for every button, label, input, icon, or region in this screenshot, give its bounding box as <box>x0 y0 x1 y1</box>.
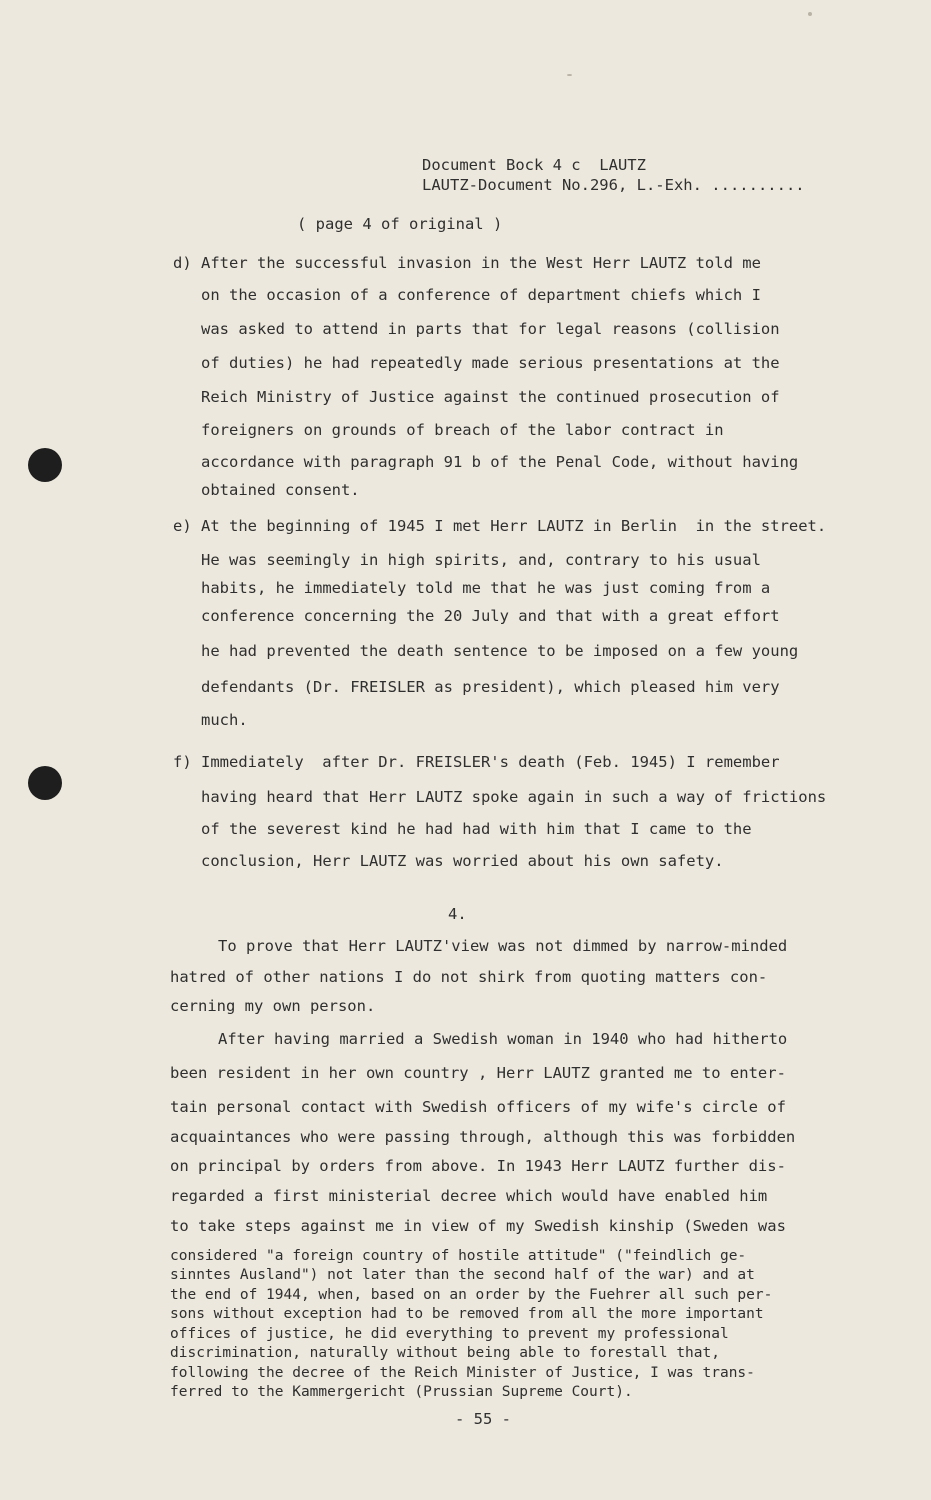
text-line: of the severest kind he had had with him that I came to the <box>201 820 752 838</box>
text-line: considered "a foreign country of hostile attitude" ("feindlich ge- <box>170 1248 747 1264</box>
text-line: To prove that Herr LAUTZ'view was not dimmed by narrow-minded <box>218 937 788 955</box>
page-number: - 55 - <box>455 1410 511 1428</box>
text-line: was asked to attend in parts that for legal reasons (collision <box>201 320 780 338</box>
text-line: obtained consent. <box>201 481 360 499</box>
text-line: ferred to the Kammergericht (Prussian Supreme Court). <box>170 1384 633 1400</box>
text-line: e) At the beginning of 1945 I met Herr LAUTZ in Berlin in the street. <box>173 517 827 535</box>
text-line: conclusion, Herr LAUTZ was worried about his own safety. <box>201 852 724 870</box>
text-line: habits, he immediately told me that he was just coming from a <box>201 579 771 597</box>
text-line: defendants (Dr. FREISLER as president), which pleased him very <box>201 678 780 696</box>
text-line: conference concerning the 20 July and that with a great effort <box>201 607 780 625</box>
text-line: d) After the successful invasion in the West Herr LAUTZ told me <box>173 254 761 272</box>
text-line: sinntes Ausland") not later than the second half of the war) and at <box>170 1267 755 1283</box>
text-line: offices of justice, he did everything to prevent my professional <box>170 1326 729 1342</box>
punch-hole <box>28 448 62 482</box>
header-line-2: LAUTZ-Document No.296, L.-Exh. .......... <box>422 176 805 194</box>
text-line: discrimination, naturally without being able to forestall that, <box>170 1345 720 1361</box>
text-line: He was seemingly in high spirits, and, contrary to his usual <box>201 551 761 569</box>
paper-speck <box>808 12 812 16</box>
text-line: sons without exception had to be removed from all the more important <box>170 1306 764 1322</box>
text-line: he had prevented the death sentence to be imposed on a few young <box>201 642 799 660</box>
header-line-1: Document Bock 4 c LAUTZ <box>422 156 646 174</box>
page-reference: ( page 4 of original ) <box>297 215 503 233</box>
text-line: to take steps against me in view of my Swedish kinship (Sweden was <box>170 1217 786 1235</box>
section-number: 4. <box>448 905 467 923</box>
text-line: hatred of other nations I do not shirk from quoting matters con- <box>170 968 768 986</box>
text-line: on the occasion of a conference of department chiefs which I <box>201 286 761 304</box>
text-line: been resident in her own country , Herr LAUTZ granted me to enter- <box>170 1064 786 1082</box>
punch-hole <box>28 766 62 800</box>
text-line: Reich Ministry of Justice against the continued prosecution of <box>201 388 780 406</box>
text-line: much. <box>201 711 248 729</box>
text-line: f) Immediately after Dr. FREISLER's death (Feb. 1945) I remember <box>173 753 780 771</box>
text-line: foreigners on grounds of breach of the labor contract in <box>201 421 724 439</box>
text-line: accordance with paragraph 91 b of the Penal Code, without having <box>201 453 799 471</box>
text-line: on principal by orders from above. In 1943 Herr LAUTZ further dis- <box>170 1157 786 1175</box>
text-line: After having married a Swedish woman in 1940 who had hitherto <box>218 1030 788 1048</box>
text-line: of duties) he had repeatedly made serious presentations at the <box>201 354 780 372</box>
paper-speck <box>567 74 572 76</box>
text-line: having heard that Herr LAUTZ spoke again in such a way of frictions <box>201 788 827 806</box>
text-line: cerning my own person. <box>170 997 376 1015</box>
text-line: acquaintances who were passing through, although this was forbidden <box>170 1128 796 1146</box>
text-line: tain personal contact with Swedish officers of my wife's circle of <box>170 1098 786 1116</box>
text-line: following the decree of the Reich Minister of Justice, I was trans- <box>170 1365 755 1381</box>
text-line: regarded a first ministerial decree which would have enabled him <box>170 1187 768 1205</box>
text-line: the end of 1944, when, based on an order by the Fuehrer all such per- <box>170 1287 773 1303</box>
